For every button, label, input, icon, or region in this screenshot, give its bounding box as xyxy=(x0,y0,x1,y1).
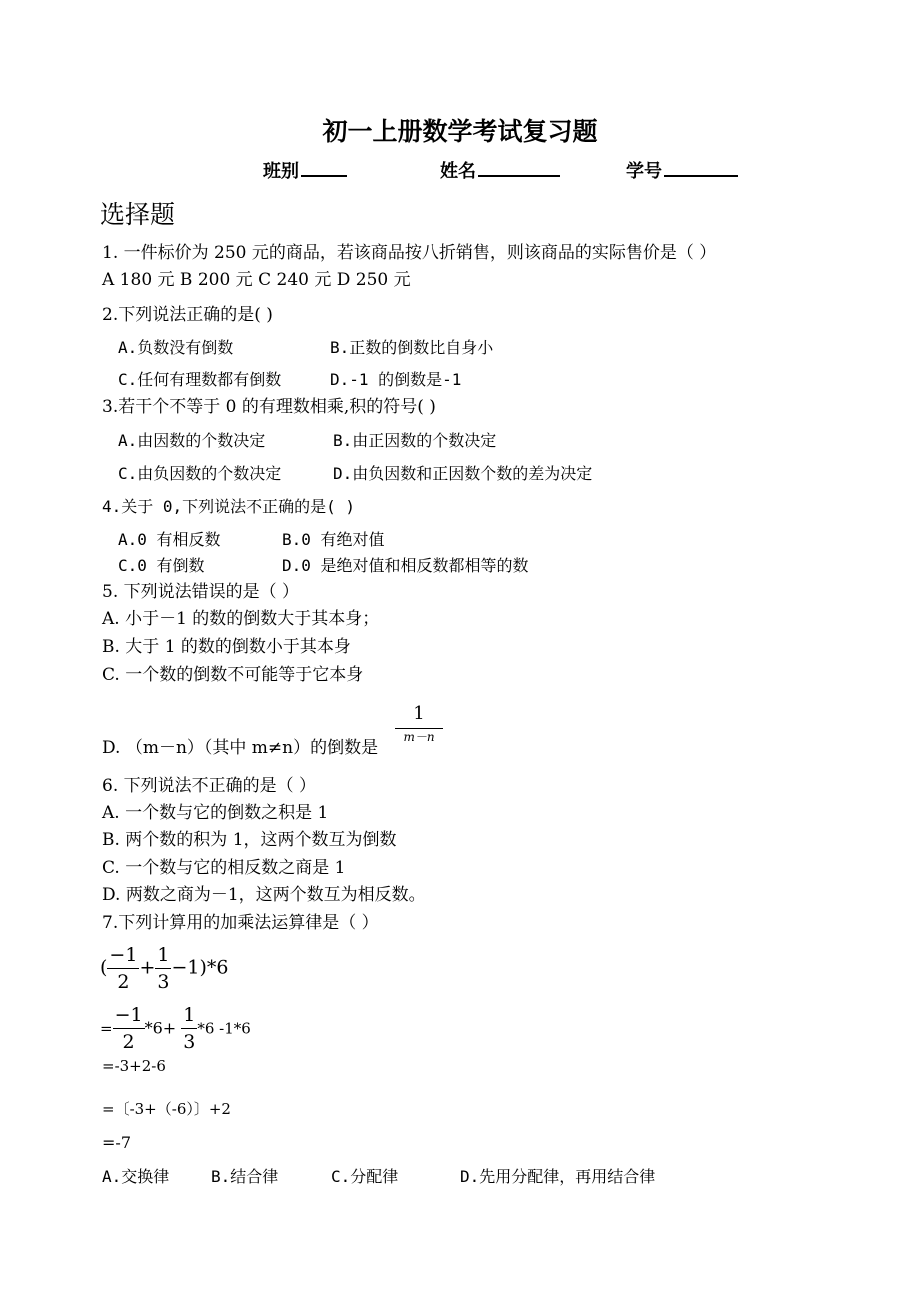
q6-option-b: B. 两个数的积为 1，这两个数互为倒数 xyxy=(102,830,397,850)
q2-stem: 2.下列说法正确的是( ) xyxy=(102,305,273,325)
page-title: 初一上册数学考试复习题 xyxy=(322,117,598,146)
q5-stem: 5. 下列说法错误的是（ ） xyxy=(102,582,300,602)
q1-options: A 180 元 B 200 元 C 240 元 D 250 元 xyxy=(102,270,411,290)
q7-step-5: =-7 xyxy=(102,1133,131,1152)
q5-option-c: C. 一个数的倒数不可能等于它本身 xyxy=(102,665,364,685)
q7-expression-2 xyxy=(100,1002,251,1055)
q6-option-c: C. 一个数与它的相反数之商是 1 xyxy=(102,858,346,878)
expr1-fraction-2 xyxy=(155,942,171,995)
name-blank xyxy=(478,157,560,177)
q7-stem: 7.下列计算用的加乘法运算律是（ ） xyxy=(102,913,379,933)
expr2-f1-numerator: −1 xyxy=(113,1002,145,1029)
expr2-f1-denominator: 2 xyxy=(122,1031,135,1053)
expr1-tail: −1)*6 xyxy=(171,956,229,979)
q7-step-4: =〔-3+（-6）〕+2 xyxy=(102,1100,231,1118)
q5-fraction xyxy=(395,702,443,745)
q5-option-b: B. 大于 1 的数的倒数小于其本身 xyxy=(102,637,351,657)
q5-fraction-numerator: 1 xyxy=(395,702,443,729)
q7-option-a: A.交换律 xyxy=(102,1167,170,1186)
class-blank xyxy=(301,157,347,177)
q7-step-3: =-3+2-6 xyxy=(102,1057,166,1075)
q7-expression-1 xyxy=(100,942,228,995)
q1-stem: 1. 一件标价为 250 元的商品，若该商品按八折销售，则该商品的实际售价是（ ） xyxy=(102,243,717,263)
q6-option-a: A. 一个数与它的倒数之积是 1 xyxy=(102,803,329,823)
q2-option-d: D.-1 的倒数是-1 xyxy=(330,370,462,389)
q5-option-a: A. 小于－1 的数的倒数大于其本身； xyxy=(102,609,380,629)
class-field xyxy=(263,157,347,183)
expr2-tail: *6 -1*6 xyxy=(197,1019,251,1038)
q2-option-c: C.任何有理数都有倒数 xyxy=(118,370,282,389)
expr1-f1-numerator: −1 xyxy=(107,942,139,969)
expr2-equals: = xyxy=(100,1019,113,1038)
expr1-plus: + xyxy=(139,956,156,979)
q3-option-a: A.由因数的个数决定 xyxy=(118,431,266,450)
q4-stem: 4.关于 0,下列说法不正确的是( ) xyxy=(102,497,356,516)
expr2-fraction-2 xyxy=(181,1002,197,1055)
q5-option-d: D. （m－n）（其中 m≠n）的倒数是 xyxy=(102,738,379,758)
student-id-field xyxy=(626,157,738,183)
section-heading: 选择题 xyxy=(100,200,176,229)
q4-option-a: A.0 有相反数 xyxy=(118,530,221,549)
expr2-fraction-1 xyxy=(113,1002,145,1055)
expr1-fraction-1 xyxy=(107,942,139,995)
class-label: 班别 xyxy=(263,161,299,182)
q6-option-d: D. 两数之商为－1，这两个数互为相反数。 xyxy=(102,885,426,905)
q4-option-d: D.0 是绝对值和相反数都相等的数 xyxy=(282,556,529,575)
name-label: 姓名 xyxy=(440,161,476,182)
q2-option-b: B.正数的倒数比自身小 xyxy=(330,338,494,357)
expr2-f2-denominator: 3 xyxy=(183,1031,196,1053)
q3-option-b: B.由正因数的个数决定 xyxy=(333,431,497,450)
expr1-f2-denominator: 3 xyxy=(157,971,170,993)
q7-option-b: B.结合律 xyxy=(211,1167,279,1186)
name-field xyxy=(440,157,560,183)
q2-option-a: A.负数没有倒数 xyxy=(118,338,234,357)
q4-option-c: C.0 有倒数 xyxy=(118,556,205,575)
q4-option-b: B.0 有绝对值 xyxy=(282,530,385,549)
q3-option-c: C.由负因数的个数决定 xyxy=(118,464,282,483)
q6-stem: 6. 下列说法不正确的是（ ） xyxy=(102,776,317,796)
student-id-blank xyxy=(664,157,738,177)
q7-option-c: C.分配律 xyxy=(331,1167,399,1186)
expr1-f2-numerator: 1 xyxy=(155,942,171,969)
expr1-f1-denominator: 2 xyxy=(117,971,130,993)
q3-stem: 3.若干个不等于 0 的有理数相乘,积的符号( ) xyxy=(102,397,436,417)
expr2-middle: *6+ xyxy=(144,1018,182,1038)
expr1-open-paren: ( xyxy=(100,956,108,979)
q3-option-d: D.由负因数和正因数个数的差为决定 xyxy=(333,464,593,483)
student-id-label: 学号 xyxy=(626,161,662,182)
q7-option-d: D.先用分配律，再用结合律 xyxy=(460,1167,656,1186)
q5-fraction-denominator: m－n xyxy=(403,730,435,744)
expr2-f2-numerator: 1 xyxy=(181,1002,197,1029)
